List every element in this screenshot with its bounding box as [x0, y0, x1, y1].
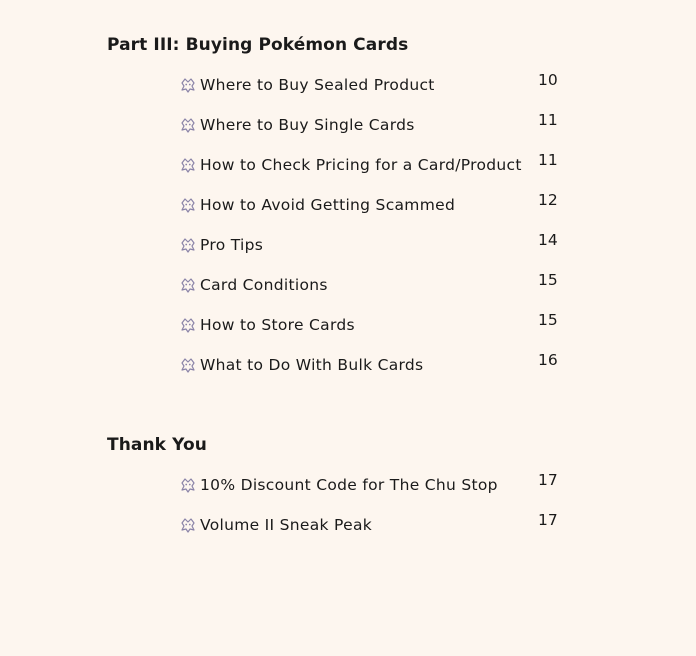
pikachu-icon [179, 277, 197, 295]
section-title-thank-you: Thank You [107, 435, 207, 455]
toc-item-label: How to Store Cards [200, 316, 355, 334]
toc-item[interactable] [0, 351, 696, 381]
toc-page-number: 14 [538, 231, 558, 249]
toc-page-number: 11 [538, 111, 558, 129]
section-title-buying: Part III: Buying Pokémon Cards [107, 35, 409, 55]
toc-item[interactable] [0, 271, 696, 301]
toc-item-label: Card Conditions [200, 276, 328, 294]
toc-item[interactable] [0, 231, 696, 261]
pikachu-icon [179, 117, 197, 135]
pikachu-icon [179, 197, 197, 215]
toc-item-label: Where to Buy Single Cards [200, 116, 415, 134]
toc-page-number: 16 [538, 351, 558, 369]
toc-item-label: Where to Buy Sealed Product [200, 76, 435, 94]
pikachu-icon [179, 77, 197, 95]
toc-page-number: 15 [538, 311, 558, 329]
toc-item[interactable] [0, 71, 696, 101]
toc-item[interactable] [0, 511, 696, 541]
toc-item-label: What to Do With Bulk Cards [200, 356, 424, 374]
toc-item-label: Volume II Sneak Peak [200, 516, 373, 534]
pikachu-icon [179, 157, 197, 175]
toc-item[interactable] [0, 471, 696, 501]
toc-item[interactable] [0, 311, 696, 341]
toc-item-label: Pro Tips [200, 236, 264, 254]
toc-item-label: How to Check Pricing for a Card/Product [200, 156, 522, 174]
toc-item[interactable] [0, 191, 696, 221]
toc-item[interactable] [0, 151, 696, 181]
toc-page-number: 15 [538, 271, 558, 289]
toc-page-number: 10 [538, 71, 558, 89]
pikachu-icon [179, 517, 197, 535]
toc-page-number: 17 [538, 511, 558, 529]
toc-page-number: 11 [538, 151, 558, 169]
pikachu-icon [179, 477, 197, 495]
toc-item-label: How to Avoid Getting Scammed [200, 196, 456, 214]
toc-page-number: 12 [538, 191, 558, 209]
pikachu-icon [179, 317, 197, 335]
toc-item-label: 10% Discount Code for The Chu Stop [200, 476, 498, 494]
pikachu-icon [179, 357, 197, 375]
toc-item[interactable] [0, 111, 696, 141]
toc-page-number: 17 [538, 471, 558, 489]
pikachu-icon [179, 237, 197, 255]
